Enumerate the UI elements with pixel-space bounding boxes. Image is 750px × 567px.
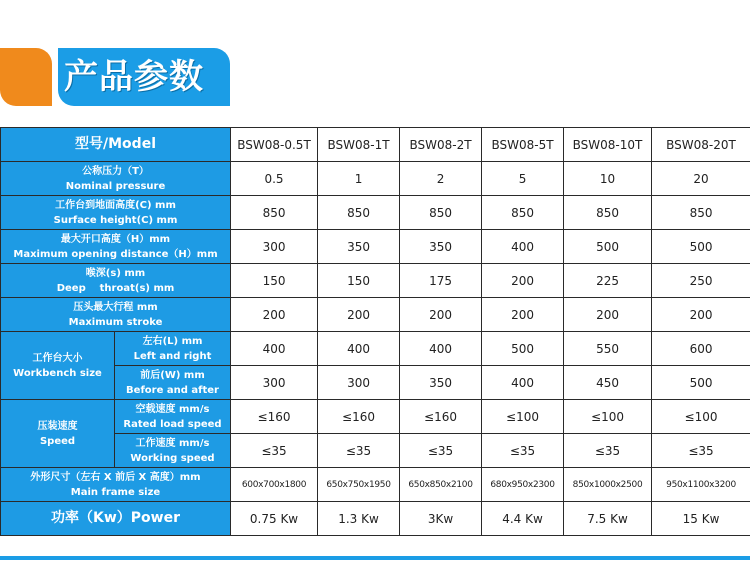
value-cell: 850x1000x2500 xyxy=(564,468,652,502)
value-cell: ≤35 xyxy=(400,434,482,468)
sub-header xyxy=(115,332,231,366)
value-cell: ≤160 xyxy=(400,400,482,434)
model-cell: BSW08-2T xyxy=(400,128,482,162)
nominal-pressure-row xyxy=(1,162,750,196)
value-cell: 200 xyxy=(318,298,400,332)
value-cell: 600x700x1800 xyxy=(231,468,318,502)
max-stroke-row xyxy=(1,298,750,332)
value-cell: 5 xyxy=(482,162,564,196)
row-header xyxy=(1,468,231,502)
row-header-cn: 最大开口高度（H）mm xyxy=(60,233,171,245)
value-cell: 300 xyxy=(318,366,400,400)
row-header-cn: 喉深(s) mm xyxy=(85,267,146,279)
value-cell: 150 xyxy=(318,264,400,298)
value-cell: 850 xyxy=(318,196,400,230)
value-cell: 200 xyxy=(400,298,482,332)
group-header-workbench xyxy=(1,332,115,400)
row-header-en: Nominal pressure xyxy=(65,180,166,192)
value-cell: 200 xyxy=(652,298,750,332)
value-cell: 15 Kw xyxy=(652,502,750,536)
row-header xyxy=(1,196,231,230)
value-cell: 175 xyxy=(400,264,482,298)
group-header-cn: 工作台大小 xyxy=(32,352,83,364)
value-cell: 400 xyxy=(231,332,318,366)
group-header-speed xyxy=(1,400,115,468)
value-cell: 225 xyxy=(564,264,652,298)
value-cell: ≤100 xyxy=(652,400,750,434)
value-cell: 550 xyxy=(564,332,652,366)
value-cell: 1.3 Kw xyxy=(318,502,400,536)
value-cell: 300 xyxy=(231,366,318,400)
value-cell: 300 xyxy=(231,230,318,264)
value-cell: 850 xyxy=(482,196,564,230)
sub-header xyxy=(115,434,231,468)
surface-height-row xyxy=(1,196,750,230)
value-cell: 250 xyxy=(652,264,750,298)
value-cell: 200 xyxy=(564,298,652,332)
sub-header-cn: 左右(L) mm xyxy=(142,335,203,347)
value-cell: ≤35 xyxy=(482,434,564,468)
value-cell: 650x850x2100 xyxy=(400,468,482,502)
frame-size-row xyxy=(1,468,750,502)
sub-header xyxy=(115,400,231,434)
section-banner xyxy=(0,48,230,106)
value-cell: ≤35 xyxy=(652,434,750,468)
value-cell: 2 xyxy=(400,162,482,196)
row-header-cn: 压头最大行程 mm xyxy=(73,301,158,313)
banner-title: 产品参数 xyxy=(64,57,204,97)
value-cell: 150 xyxy=(231,264,318,298)
power-row xyxy=(1,502,750,536)
value-cell: 200 xyxy=(231,298,318,332)
value-cell: ≤160 xyxy=(318,400,400,434)
bottom-accent-bar xyxy=(0,556,750,560)
row-header-en: Main frame size xyxy=(70,486,161,498)
model-cell: BSW08-1T xyxy=(318,128,400,162)
value-cell: 10 xyxy=(564,162,652,196)
opening-distance-row xyxy=(1,230,750,264)
row-header-en: Maximum opening distance（H）mm xyxy=(13,248,218,260)
sub-header-en: Working speed xyxy=(130,452,215,464)
model-cell: BSW08-0.5T xyxy=(231,128,318,162)
value-cell: 20 xyxy=(652,162,750,196)
value-cell: 7.5 Kw xyxy=(564,502,652,536)
value-cell: ≤35 xyxy=(318,434,400,468)
sub-header xyxy=(115,366,231,400)
value-cell: 500 xyxy=(564,230,652,264)
value-cell: ≤35 xyxy=(231,434,318,468)
row-header-cn: 公称压力（T） xyxy=(82,165,149,177)
model-cell: BSW08-10T xyxy=(564,128,652,162)
group-header-en: Workbench size xyxy=(13,367,102,379)
value-cell: 350 xyxy=(400,230,482,264)
value-cell: 400 xyxy=(318,332,400,366)
sub-header-cn: 工作速度 mm/s xyxy=(135,437,210,449)
value-cell: 500 xyxy=(652,366,750,400)
value-cell: 850 xyxy=(652,196,750,230)
value-cell: 1 xyxy=(318,162,400,196)
workbench-lr-row xyxy=(1,332,750,366)
value-cell: 0.5 xyxy=(231,162,318,196)
value-cell: 850 xyxy=(400,196,482,230)
model-row xyxy=(1,128,750,162)
value-cell: 3Kw xyxy=(400,502,482,536)
model-header: 型号/Model xyxy=(1,128,231,162)
sub-header-en: Rated load speed xyxy=(123,418,222,430)
row-header-en: Surface height(C) mm xyxy=(53,214,178,226)
value-cell: 400 xyxy=(482,366,564,400)
value-cell: 850 xyxy=(231,196,318,230)
value-cell: 650x750x1950 xyxy=(318,468,400,502)
value-cell: 500 xyxy=(482,332,564,366)
value-cell: 400 xyxy=(482,230,564,264)
value-cell: 950x1100x3200 xyxy=(652,468,750,502)
row-header-en: Deep throat(s) mm xyxy=(56,282,175,294)
value-cell: ≤100 xyxy=(564,400,652,434)
value-cell: 200 xyxy=(482,264,564,298)
value-cell: 450 xyxy=(564,366,652,400)
throat-depth-row xyxy=(1,264,750,298)
sub-header-en: Before and after xyxy=(126,384,219,396)
value-cell: 350 xyxy=(318,230,400,264)
value-cell: 400 xyxy=(400,332,482,366)
value-cell: 350 xyxy=(400,366,482,400)
row-header-cn: 工作台到地面高度(C) mm xyxy=(55,199,176,211)
sub-header-cn: 空载速度 mm/s xyxy=(135,403,210,415)
row-header xyxy=(1,264,231,298)
value-cell: 500 xyxy=(652,230,750,264)
model-cell: BSW08-5T xyxy=(482,128,564,162)
power-header: 功率（Kw）Power xyxy=(1,502,231,536)
model-cell: BSW08-20T xyxy=(652,128,750,162)
sub-header-en: Left and right xyxy=(133,350,212,362)
speed-noload-row xyxy=(1,400,750,434)
row-header xyxy=(1,298,231,332)
banner-orange-tab xyxy=(0,48,52,106)
value-cell: 200 xyxy=(482,298,564,332)
group-header-en: Speed xyxy=(39,435,76,447)
value-cell: 4.4 Kw xyxy=(482,502,564,536)
group-header-cn: 压装速度 xyxy=(37,420,78,432)
value-cell: ≤35 xyxy=(564,434,652,468)
row-header-cn: 外形尺寸（左右 X 前后 X 高度）mm xyxy=(30,471,201,483)
value-cell: ≤100 xyxy=(482,400,564,434)
value-cell: 0.75 Kw xyxy=(231,502,318,536)
value-cell: 680x950x2300 xyxy=(482,468,564,502)
row-header xyxy=(1,162,231,196)
value-cell: 600 xyxy=(652,332,750,366)
row-header-en: Maximum stroke xyxy=(68,316,163,328)
value-cell: ≤160 xyxy=(231,400,318,434)
row-header xyxy=(1,230,231,264)
value-cell: 850 xyxy=(564,196,652,230)
spec-table xyxy=(0,127,750,536)
sub-header-cn: 前后(W) mm xyxy=(140,369,205,381)
